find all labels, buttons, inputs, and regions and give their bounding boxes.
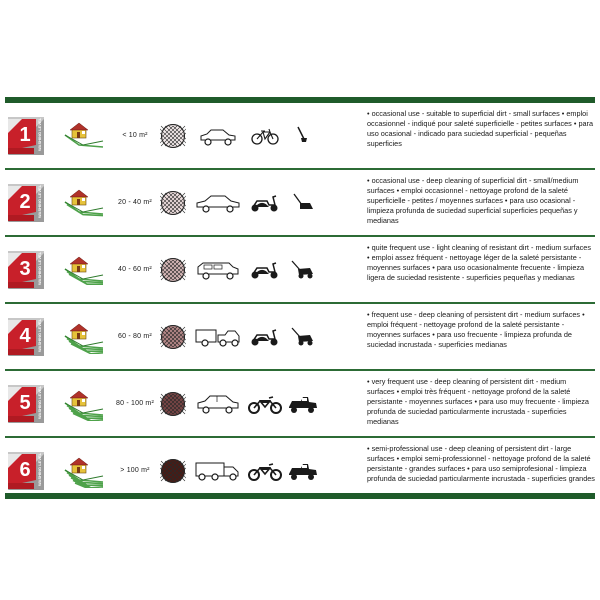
dirt-circle-cell: [155, 371, 191, 436]
rows-container: [5, 103, 595, 503]
description-cell: [367, 304, 595, 369]
washing-level-badge: [6, 450, 46, 492]
description-cell: [367, 170, 595, 235]
bicycle-icon: [245, 125, 285, 147]
tool-cell: [285, 371, 321, 436]
scooter-icon: [245, 326, 285, 348]
washing-level-row-3: [5, 237, 595, 304]
badge-side-text: WASHING LEVEL: [37, 251, 42, 285]
area-cell: [111, 237, 159, 302]
level-description: • very frequent use - deep cleaning of persistent dirt - medium surfaces • emploi très fréquent - nettoyage profond de la saleté persistante - moyennes surfaces • para uso muy frecuente - limpieza profunda de suciedad particularmente incrustada - superficies medianas: [367, 377, 589, 426]
house-cell: [63, 304, 105, 369]
level-number: 4: [19, 324, 31, 347]
push-mower-icon: [286, 325, 320, 349]
dirt-circle-cell: [155, 103, 191, 168]
table-bottom-rule: [5, 493, 595, 499]
description-cell: [367, 103, 595, 168]
house-cell: [63, 237, 105, 302]
house-lawn-icon: [63, 387, 105, 421]
area-label: < 10 m²: [122, 132, 148, 139]
scraper-icon: [286, 124, 320, 148]
area-label: 40 - 60 m²: [118, 266, 152, 273]
house-lawn-icon: [63, 186, 105, 220]
area-cell: [111, 170, 159, 235]
push-mower-icon: [286, 258, 320, 282]
dirt-circle-cell: [155, 170, 191, 235]
badge-side-text: WASHING LEVEL: [37, 117, 42, 151]
house-cell: [63, 371, 105, 436]
washing-level-badge: [6, 182, 46, 224]
dirt-level-circle: [160, 257, 186, 283]
area-cell: [111, 371, 159, 436]
tool-cell: [285, 237, 321, 302]
dirt-level-circle: [160, 458, 186, 484]
two-wheeler-cell: [245, 170, 285, 235]
badge-side-text: WASHING LEVEL: [37, 385, 42, 419]
area-label: > 100 m²: [120, 467, 150, 474]
level-description: • semi-professional use - deep cleaning of persistent dirt - large surfaces • emploi semi-professionnel - nettoyage profond de la saleté persistante - grandes surfaces • para uso semiprofesional - limpieza profunda de suciedad particularmente incrustada - superficies grandes: [367, 444, 595, 483]
level-number: 3: [19, 257, 31, 280]
house-cell: [63, 103, 105, 168]
scooter-icon: [245, 259, 285, 281]
badge-cell: [5, 371, 47, 436]
washing-level-badge: [6, 316, 46, 358]
washing-level-row-1: [5, 103, 595, 170]
area-label: 60 - 80 m²: [118, 333, 152, 340]
washing-level-badge: [6, 383, 46, 425]
two-wheeler-cell: [245, 304, 285, 369]
level-number: 2: [19, 190, 31, 213]
motorcycle-icon: [245, 460, 285, 482]
ride-on-mower-icon: [286, 392, 320, 416]
scooter-icon: [245, 192, 285, 214]
level-description: • quite frequent use - light cleaning of resistant dirt - medium surfaces • emploi assez fréquent - nettoyage léger de la saleté persistante - moyennes surfaces • para uso ocasionalmente frecuente - limpieza ligera de suciedad resistente - superficies pequeñas y medianas: [367, 243, 592, 282]
washing-level-table: [5, 97, 595, 503]
badge-cell: [5, 170, 47, 235]
ride-on-mower-icon: [286, 459, 320, 483]
lawn-mower-icon: [286, 191, 320, 215]
car-hatch-icon: [193, 393, 243, 415]
badge-cell: [5, 237, 47, 302]
washing-level-row-5: [5, 371, 595, 438]
badge-side-text: WASHING LEVEL: [37, 184, 42, 218]
house-lawn-icon: [63, 119, 105, 153]
dirt-level-circle: [160, 190, 186, 216]
suv-icon: [193, 259, 243, 281]
dirt-level-circle: [160, 123, 186, 149]
level-description: • occasional use - suitable to superficial dirt - small surfaces • emploi occasionnel - indiqué pour saleté superficielle - petites surfaces • para uso ocasional - indicado para suciedad superficial - pequeñas superficies: [367, 109, 594, 148]
tool-cell: [285, 103, 321, 168]
two-wheeler-cell: [245, 237, 285, 302]
motorcycle-icon: [245, 393, 285, 415]
house-lawn-icon: [63, 253, 105, 287]
house-lawn-icon: [63, 454, 105, 488]
house-lawn-icon: [63, 320, 105, 354]
two-wheeler-cell: [245, 103, 285, 168]
car-trailer-icon: [193, 326, 243, 348]
vehicle-cell: [193, 103, 243, 168]
level-number: 6: [19, 458, 31, 481]
dirt-level-circle: [160, 324, 186, 350]
description-cell: [367, 371, 595, 436]
vehicle-cell: [193, 170, 243, 235]
badge-side-text: WASHING LEVEL: [37, 318, 42, 352]
badge-cell: [5, 304, 47, 369]
two-wheeler-cell: [245, 371, 285, 436]
level-number: 1: [19, 123, 31, 146]
area-label: 20 - 40 m²: [118, 199, 152, 206]
washing-level-row-4: [5, 304, 595, 371]
badge-side-text: WASHING LEVEL: [37, 452, 42, 486]
dirt-level-circle: [160, 391, 186, 417]
house-cell: [63, 170, 105, 235]
area-cell: [111, 103, 159, 168]
truck-icon: [193, 460, 243, 482]
vehicle-cell: [193, 237, 243, 302]
level-description: • frequent use - deep cleaning of persistent dirt - medium surfaces • emploi fréquent - nettoyage profond de la saleté persistante - moyennes surfaces • para uso frecuente - limpieza profunda de suciedad incrustada - superficies medianas: [367, 310, 585, 349]
washing-level-row-2: [5, 170, 595, 237]
tool-cell: [285, 170, 321, 235]
level-description: • occasional use - deep cleaning of superficial dirt - small/medium surfaces • emploi occasionnel - nettoyage profond de la saleté superficielle - petites / moyennes surfaces • para uso ocasional - limpieza profunda de suciedad superficial superficies pequeñas y medianas: [367, 176, 579, 225]
description-cell: [367, 237, 595, 302]
area-cell: [111, 304, 159, 369]
washing-level-badge: [6, 249, 46, 291]
car-small-icon: [193, 125, 243, 147]
level-number: 5: [19, 391, 31, 414]
dirt-circle-cell: [155, 237, 191, 302]
dirt-circle-cell: [155, 304, 191, 369]
vehicle-cell: [193, 371, 243, 436]
tool-cell: [285, 304, 321, 369]
car-sedan-icon: [193, 192, 243, 214]
area-label: 80 - 100 m²: [116, 400, 154, 407]
washing-level-badge: [6, 115, 46, 157]
badge-cell: [5, 103, 47, 168]
vehicle-cell: [193, 304, 243, 369]
